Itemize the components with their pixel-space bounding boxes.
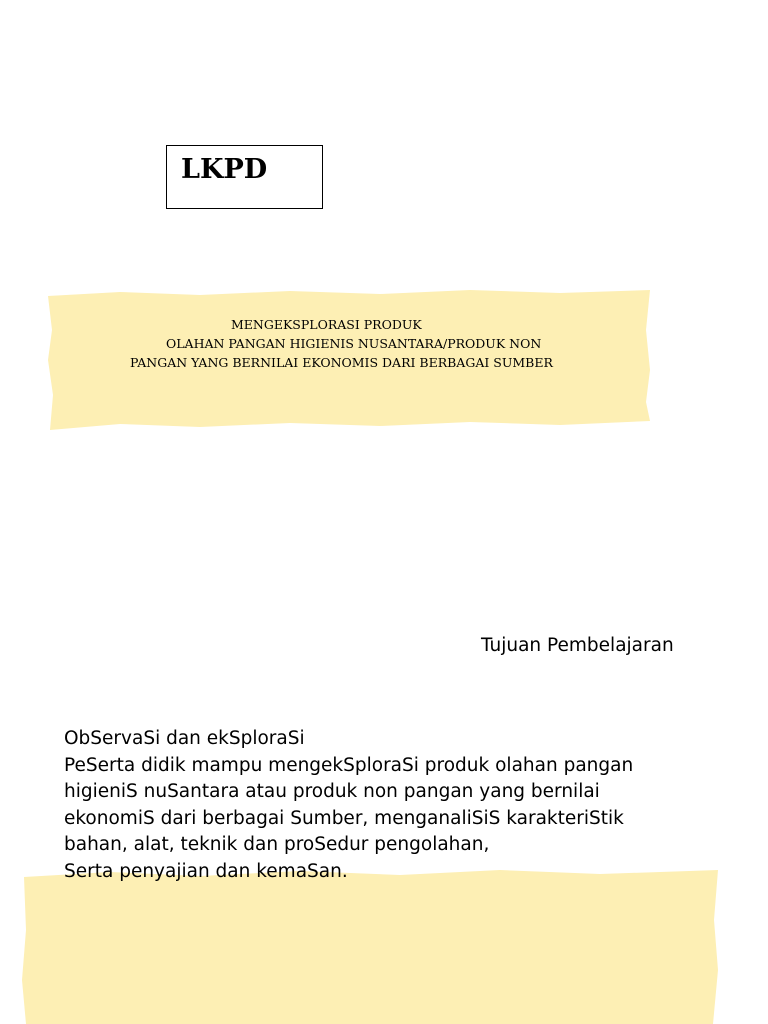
banner-line-1: MENGEKSPLORASI PRODUK: [231, 317, 422, 332]
body-line: bahan, alat, teknik dan proSedur pengolahan,: [64, 834, 490, 855]
body-line: ekonomiS dari berbagai Sumber, menganaliSiS karakteriStik: [64, 807, 624, 829]
title-box: [166, 145, 323, 209]
banner-line-3: PANGAN YANG BERNILAI EKONOMIS DARI BERBAGAI SUMBER: [130, 355, 553, 370]
body-line: ObServaSi dan ekSploraSi: [64, 728, 305, 749]
body-line: PeSerta didik mampu mengekSploraSi produk olahan pangan: [64, 754, 634, 776]
body-line: Serta penyajian dan kemaSan.: [64, 860, 348, 882]
learning-goal-body: [64, 726, 633, 885]
banner-line-2: OLAHAN PANGAN HIGIENIS NUSANTARA/PRODUK NON: [166, 336, 542, 351]
bottom-highlight-shape: [22, 870, 718, 1024]
learning-goal-heading: Tujuan Pembelajaran: [481, 635, 674, 656]
document-title: LKPD: [181, 154, 268, 185]
body-line: higieniS nuSantara atau produk non pangan yang bernilai: [64, 781, 600, 802]
